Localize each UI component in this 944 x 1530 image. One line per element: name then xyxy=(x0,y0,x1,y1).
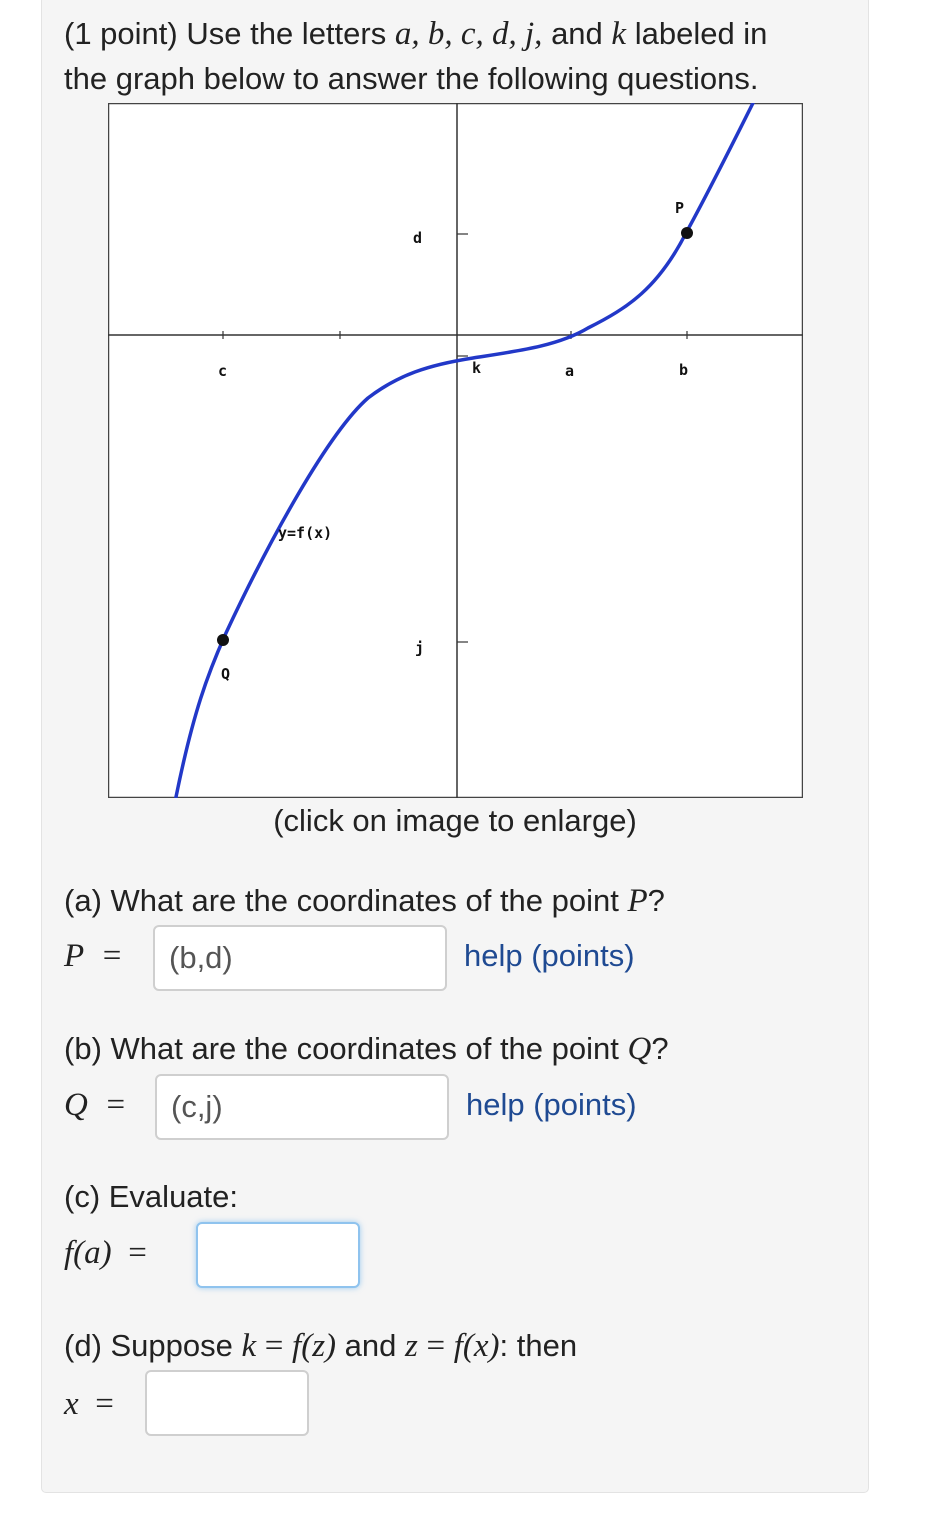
part-c-label: (c) Evaluate: xyxy=(64,1179,239,1214)
intro-and: and xyxy=(551,16,603,51)
part-b-point: Q xyxy=(627,1031,652,1067)
point-P-marker xyxy=(681,227,693,239)
problem-intro-line-1 xyxy=(64,14,767,54)
label-P: P xyxy=(675,199,685,217)
intro-last-letter: k xyxy=(611,16,627,52)
answer-c-input[interactable] xyxy=(196,1222,360,1288)
help-points-link-b[interactable]: help (points) xyxy=(466,1087,637,1122)
part-b-question xyxy=(64,1029,669,1069)
part-d-eq1: = xyxy=(264,1328,284,1364)
part-a-lhs-var: P xyxy=(64,938,85,974)
point-Q-marker xyxy=(217,634,229,646)
part-d-lhs xyxy=(64,1384,114,1424)
part-b-question-text: (b) What are the coordinates of the point xyxy=(64,1031,619,1066)
label-k: k xyxy=(472,359,482,377)
answer-d-input[interactable] xyxy=(145,1370,309,1436)
part-c-equals: = xyxy=(128,1235,147,1271)
part-d-k: k xyxy=(241,1328,257,1364)
part-b-equals: = xyxy=(106,1087,126,1123)
part-c-lhs-expr: f(a) xyxy=(64,1235,112,1271)
graph-svg xyxy=(108,103,803,798)
part-b-lhs-var: Q xyxy=(64,1087,88,1123)
part-c-lhs xyxy=(64,1233,147,1273)
part-d-prefix: (d) Suppose xyxy=(64,1328,233,1363)
part-a-qmark: ? xyxy=(647,883,665,918)
label-Q: Q xyxy=(221,665,231,683)
part-d-and: and xyxy=(344,1328,397,1363)
part-a-question xyxy=(64,881,665,921)
function-graph-image[interactable] xyxy=(108,103,803,798)
intro-text-before: Use the letters xyxy=(186,16,387,51)
points-label: (1 point) xyxy=(64,16,178,51)
part-a-equals: = xyxy=(102,938,122,974)
part-d-fz: f(z) xyxy=(292,1328,337,1364)
part-d-equals: = xyxy=(95,1386,114,1422)
help-points-link-a[interactable]: help (points) xyxy=(464,938,635,973)
part-d-eq2: = xyxy=(426,1328,446,1364)
part-d-fx: f(x) xyxy=(453,1328,500,1364)
label-b: b xyxy=(679,361,689,379)
intro-letters: a, b, c, d, j, xyxy=(394,16,543,52)
label-c: c xyxy=(218,362,228,380)
label-a: a xyxy=(565,362,575,380)
part-b-lhs xyxy=(64,1085,125,1125)
part-d-z: z xyxy=(405,1328,418,1364)
part-d-statement xyxy=(64,1326,577,1366)
label-d: d xyxy=(413,229,423,247)
enlarge-caption: (click on image to enlarge) xyxy=(273,803,637,838)
label-function: y=f(x) xyxy=(278,524,333,542)
part-b-qmark: ? xyxy=(651,1031,669,1066)
intro-text-after: labeled in xyxy=(634,16,768,51)
answer-a-input[interactable] xyxy=(153,925,447,991)
part-a-question-text: (a) What are the coordinates of the point xyxy=(64,883,619,918)
part-a-lhs xyxy=(64,936,121,976)
problem-intro-line-2: the graph below to answer the following questions. xyxy=(64,61,759,96)
part-d-lhs-var: x xyxy=(64,1386,79,1422)
label-j: j xyxy=(415,639,425,657)
part-a-point: P xyxy=(627,883,648,919)
part-d-suffix: : then xyxy=(499,1328,578,1363)
answer-b-input[interactable] xyxy=(155,1074,449,1140)
